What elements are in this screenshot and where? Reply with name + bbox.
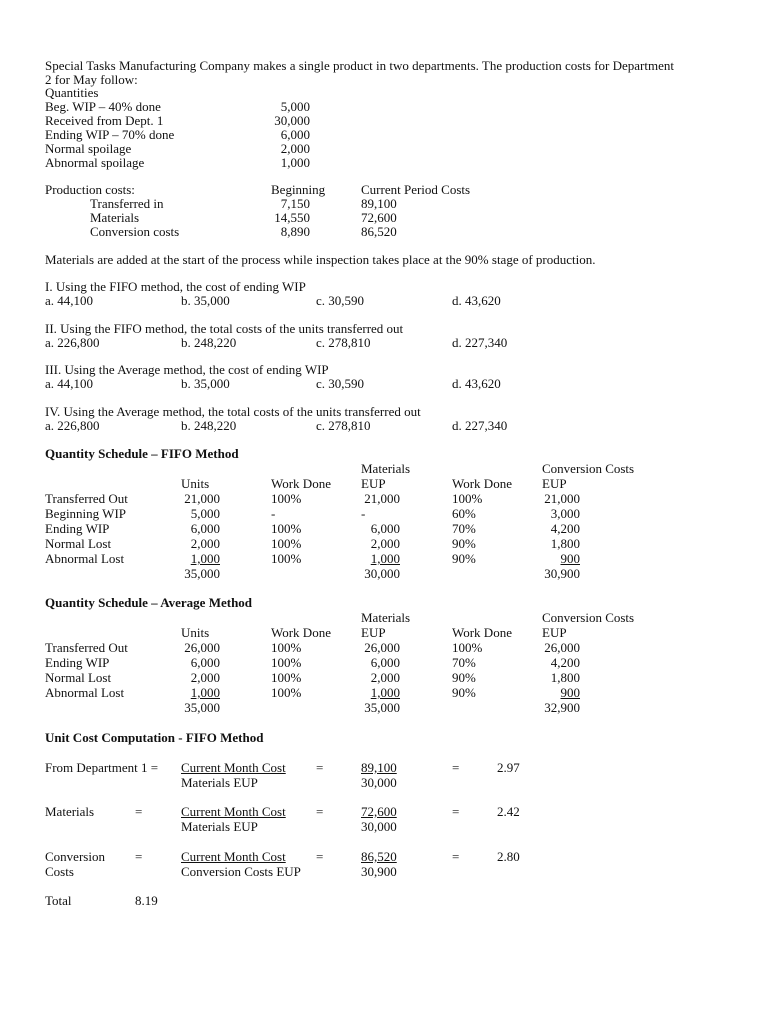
work-done-cell: 100%: [271, 670, 302, 685]
units-cell: 6,000: [190, 655, 220, 670]
work-done-cell: 70%: [452, 655, 476, 670]
header-units: Units: [181, 625, 210, 640]
numerator-label: Current Month Cost: [181, 804, 286, 819]
unit-cost-result: 2.97: [497, 760, 520, 775]
header-units: Units: [181, 476, 210, 491]
units-cell: 5,000: [190, 506, 220, 521]
total-conversion-eup: 30,900: [544, 566, 580, 581]
equals-sign: =: [316, 849, 324, 864]
denominator-label: Conversion Costs EUP: [181, 864, 301, 879]
choice-d: d. 43,620: [452, 376, 501, 391]
row-label: Abnormal Lost: [45, 551, 125, 566]
choice-c: c. 30,590: [316, 376, 365, 391]
header-conversion-costs: Conversion Costs: [542, 610, 635, 625]
row-label: Materials: [45, 804, 95, 819]
intro-line-2: 2 for May follow:: [45, 72, 138, 87]
question-text: I. Using the FIFO method, the cost of ending WIP: [45, 279, 306, 294]
materials-note: Materials are added at the start of the process while inspection takes place at the 90% stage of production.: [45, 252, 596, 267]
row-label: Transferred Out: [45, 491, 128, 506]
materials-eup-cell: -: [361, 506, 366, 521]
conversion-eup-cell: 21,000: [544, 491, 580, 506]
cost-beginning: 8,890: [280, 224, 310, 239]
choice-c: c. 278,810: [316, 418, 371, 433]
materials-eup-cell: 6,000: [370, 655, 400, 670]
numerator-value: 72,600: [361, 804, 397, 819]
materials-eup-cell: 21,000: [364, 491, 400, 506]
materials-eup-cell: 2,000: [370, 670, 400, 685]
total-units: 35,000: [184, 700, 220, 715]
units-cell: 1,000: [190, 685, 220, 700]
work-done-cell: 100%: [271, 536, 302, 551]
work-done-cell: 100%: [271, 491, 302, 506]
work-done-cell: -: [271, 506, 276, 521]
total-label: Total: [45, 893, 72, 908]
denominator-label: Materials EUP: [181, 819, 258, 834]
denominator-value: 30,900: [361, 864, 397, 879]
work-done-cell: 100%: [271, 655, 302, 670]
work-done-cell: 90%: [452, 551, 476, 566]
unit-cost-result: 2.42: [497, 804, 520, 819]
equals-sign: =: [316, 760, 324, 775]
denominator-value: 30,000: [361, 775, 397, 790]
section-title: Quantity Schedule – FIFO Method: [45, 446, 239, 461]
work-done-cell: 100%: [271, 685, 302, 700]
choice-d: d. 227,340: [452, 418, 508, 433]
question-text: III. Using the Average method, the cost of ending WIP: [45, 362, 329, 377]
conversion-eup-cell: 900: [560, 551, 580, 566]
units-cell: 2,000: [190, 670, 220, 685]
quantity-label: Beg. WIP – 40% done: [45, 99, 161, 114]
quantity-value: 5,000: [280, 99, 310, 114]
choice-d: d. 227,340: [452, 335, 508, 350]
choice-c: c. 278,810: [316, 335, 371, 350]
choice-a: a. 44,100: [45, 293, 94, 308]
total-units: 35,000: [184, 566, 220, 581]
materials-eup-cell: 1,000: [370, 685, 400, 700]
work-done-cell: 100%: [271, 640, 302, 655]
header-work-done: Work Done: [271, 476, 331, 491]
quantity-label: Received from Dept. 1: [45, 113, 164, 128]
denominator-value: 30,000: [361, 819, 397, 834]
row-label: Ending WIP: [45, 655, 110, 670]
col-current-period: Current Period Costs: [361, 182, 471, 197]
units-cell: 1,000: [190, 551, 220, 566]
choice-a: a. 226,800: [45, 335, 100, 350]
materials-eup-cell: 1,000: [370, 551, 400, 566]
col-beginning: Beginning: [271, 182, 326, 197]
header-eup: EUP: [361, 476, 386, 491]
intro-line-1: Special Tasks Manufacturing Company makes a single product in two departments. The production costs for Department: [45, 58, 674, 73]
quantity-value: 2,000: [280, 141, 310, 156]
equals-sign: =: [135, 804, 143, 819]
units-cell: 21,000: [184, 491, 220, 506]
units-cell: 2,000: [190, 536, 220, 551]
choice-b: b. 35,000: [181, 293, 230, 308]
equals-sign: =: [135, 849, 143, 864]
row-label: From Department 1 =: [45, 760, 159, 775]
units-cell: 6,000: [190, 521, 220, 536]
production-costs-heading: Production costs:: [45, 182, 135, 197]
conversion-eup-cell: 4,200: [550, 655, 580, 670]
quantity-value: 30,000: [274, 113, 310, 128]
materials-eup-cell: 26,000: [364, 640, 400, 655]
denominator-label: Materials EUP: [181, 775, 258, 790]
quantities-heading: Quantities: [45, 85, 99, 100]
work-done-cell: 100%: [271, 551, 302, 566]
total-materials-eup: 35,000: [364, 700, 400, 715]
total-conversion-eup: 32,900: [544, 700, 580, 715]
choice-b: b. 35,000: [181, 376, 230, 391]
conversion-eup-cell: 3,000: [550, 506, 580, 521]
row-label: Normal Lost: [45, 670, 112, 685]
header-eup: EUP: [542, 625, 567, 640]
cost-current: 72,600: [361, 210, 397, 225]
cost-beginning: 7,150: [280, 196, 310, 211]
header-materials: Materials: [361, 610, 411, 625]
conversion-eup-cell: 4,200: [550, 521, 580, 536]
header-conversion-costs: Conversion Costs: [542, 461, 635, 476]
section-title: Unit Cost Computation - FIFO Method: [45, 730, 264, 745]
row-label: Beginning WIP: [45, 506, 127, 521]
header-eup: EUP: [542, 476, 567, 491]
section-title: Quantity Schedule – Average Method: [45, 595, 253, 610]
choice-c: c. 30,590: [316, 293, 365, 308]
conversion-eup-cell: 26,000: [544, 640, 580, 655]
equals-sign: =: [316, 804, 324, 819]
choice-b: b. 248,220: [181, 335, 237, 350]
header-eup: EUP: [361, 625, 386, 640]
work-done-cell: 90%: [452, 685, 476, 700]
total-value: 8.19: [135, 893, 158, 908]
row-label: Ending WIP: [45, 521, 110, 536]
work-done-cell: 100%: [452, 640, 483, 655]
cost-current: 86,520: [361, 224, 397, 239]
total-materials-eup: 30,000: [364, 566, 400, 581]
quantity-value: 1,000: [280, 155, 310, 170]
quantity-value: 6,000: [280, 127, 310, 142]
header-work-done: Work Done: [271, 625, 331, 640]
unit-cost-result: 2.80: [497, 849, 520, 864]
row-label: Transferred Out: [45, 640, 128, 655]
header-work-done: Work Done: [452, 476, 512, 491]
conversion-eup-cell: 1,800: [550, 670, 580, 685]
conversion-eup-cell: 900: [560, 685, 580, 700]
work-done-cell: 70%: [452, 521, 476, 536]
row-label: Normal Lost: [45, 536, 112, 551]
work-done-cell: 100%: [452, 491, 483, 506]
equals-sign: =: [452, 804, 460, 819]
equals-sign: =: [452, 760, 460, 775]
row-label: Abnormal Lost: [45, 685, 125, 700]
cost-beginning: 14,550: [274, 210, 310, 225]
quantity-label: Normal spoilage: [45, 141, 132, 156]
cost-label: Transferred in: [90, 196, 164, 211]
row-label: Conversion: [45, 849, 105, 864]
units-cell: 26,000: [184, 640, 220, 655]
choice-a: a. 44,100: [45, 376, 94, 391]
question-text: IV. Using the Average method, the total costs of the units transferred out: [45, 404, 421, 419]
work-done-cell: 100%: [271, 521, 302, 536]
numerator-label: Current Month Cost: [181, 760, 286, 775]
equals-sign: =: [452, 849, 460, 864]
choice-b: b. 248,220: [181, 418, 237, 433]
numerator-label: Current Month Cost: [181, 849, 286, 864]
row-label: Costs: [45, 864, 74, 879]
cost-label: Materials: [90, 210, 140, 225]
numerator-value: 86,520: [361, 849, 397, 864]
cost-label: Conversion costs: [90, 224, 180, 239]
header-materials: Materials: [361, 461, 411, 476]
numerator-value: 89,100: [361, 760, 397, 775]
quantity-label: Abnormal spoilage: [45, 155, 145, 170]
question-text: II. Using the FIFO method, the total costs of the units transferred out: [45, 321, 404, 336]
work-done-cell: 90%: [452, 536, 476, 551]
materials-eup-cell: 2,000: [370, 536, 400, 551]
cost-current: 89,100: [361, 196, 397, 211]
choice-a: a. 226,800: [45, 418, 100, 433]
conversion-eup-cell: 1,800: [550, 536, 580, 551]
choice-d: d. 43,620: [452, 293, 501, 308]
work-done-cell: 60%: [452, 506, 476, 521]
work-done-cell: 90%: [452, 670, 476, 685]
quantity-label: Ending WIP – 70% done: [45, 127, 175, 142]
materials-eup-cell: 6,000: [370, 521, 400, 536]
header-work-done: Work Done: [452, 625, 512, 640]
